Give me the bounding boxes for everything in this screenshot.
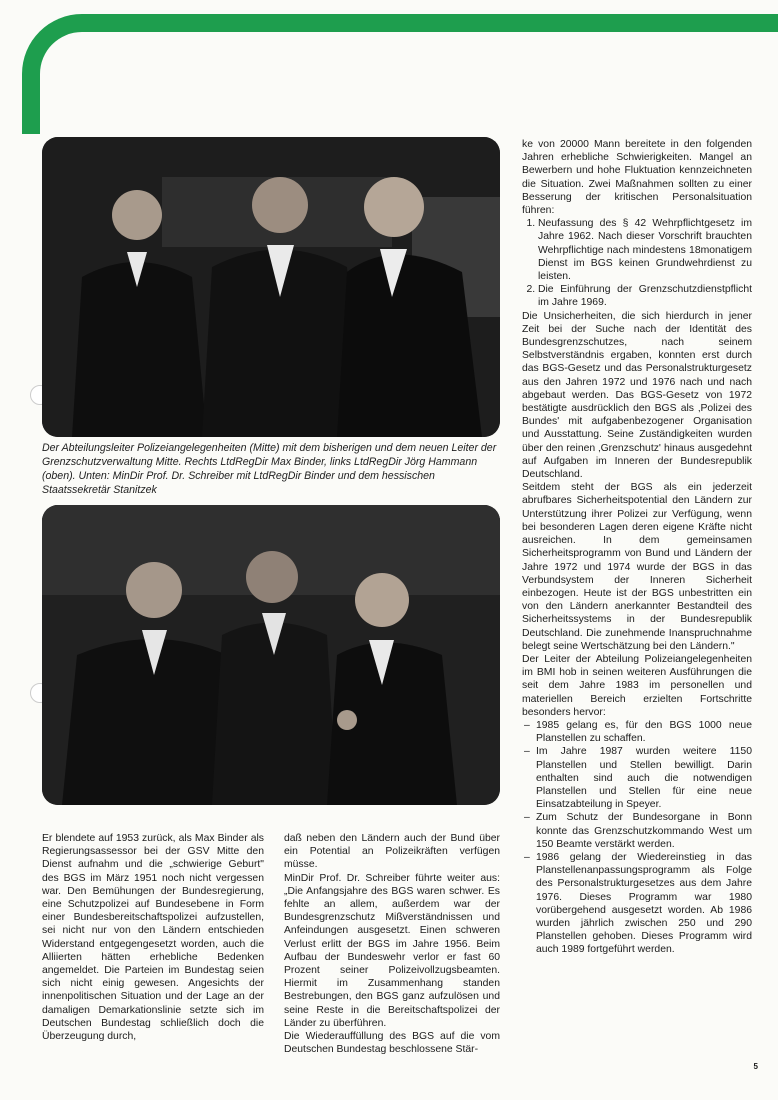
paragraph: Der Leiter der Abteilung Polizeiangelegenheiten im BMI hob in seinen weiteren Ausführungen die seit dem Jahre 1983 im personellen und materiellen Bereich erzielten Fortschritte besonders hervor:: [522, 653, 752, 718]
paragraph: Die Unsicherheiten, die sich hierdurch in jener Zeit bei der Suche nach der Identität des Bundesgrenzschutzes, nach seinem Selbstverständnis ergaben, konnten erst durch das BGS-Gesetz und das Personalstrukturgesetz aus den Jahren 1972 und 1976 nach und nach abgebaut werden. Das BGS-Gesetz von 1972 bestätigte ausdrücklich den BGS als ‚Polizei des Bundes' mit aufgabenbezogener Organisation und Ausstattung. Seine Zuständigkeiten wurden über den reinen ‚Grenzschutz' hinaus ausgedehnt auf Aufgaben im Inneren der Bundesrepublik Deutschland.: [522, 310, 752, 481]
paragraph: Seitdem steht der BGS als ein jederzeit abrufbares Sicherheitspotential den Ländern zur Unterstützung ihrer Polizei zur Verfügung, wenn bei besonderen Lagen deren eigene Kräfte nicht ausreichen. In dem gemeinsamen Sicherheitsprogramm von Bund und Ländern der Jahre 1972 und 1974 wurde der BGS in das Verbundsystem der Inneren Sicherheit einbezogen. Heute ist der BGS unbestritten ein von den Ländern anerkannter Bestandteil des Sicherheitssystems in der Bundesrepublik Deutschland. Die zunehmende Inanspruchnahme belegt seine Wertschätzung bei den Ländern.": [522, 482, 752, 652]
paragraph: daß neben den Ländern auch der Bund über ein Potential an Polizeikräften verfügen müsse.: [284, 833, 500, 871]
photo-bottom: [42, 505, 500, 805]
numbered-list: [522, 217, 752, 309]
paragraph: Die Wiederauffüllung des BGS auf die vom Deutschen Bundestag beschlossene Stär-: [284, 1031, 500, 1056]
list-item: 1. Neufassung des § 42 Wehrpflichtgesetz im Jahre 1962. Nach dieser Vorschrift brauchten Wehrpflichtige nach mindestens 18monatigem Dienst im BGS keinen Grundwehrdienst zu leisten.: [538, 217, 752, 283]
list-item: – 1985 gelang es, für den BGS 1000 neue Planstellen zu schaffen.: [536, 719, 752, 745]
green-header-band: [22, 14, 778, 134]
list-item: 2. Die Einführung der Grenzschutzdienstpflicht im Jahre 1969.: [538, 283, 752, 309]
list-item: – 1986 gelang der Wiedereinstieg in das Planstellenanpassungsprogramm als Folge des Personalstrukturgesetzes aus dem Jahre 1976. Dieses Programm war 1980 vorübergehend ausgesetzt worden. Ab 1986 wurden jährlich zwischen 250 und 290 Planstellen gehoben. Dieses Programm wird auch 1989 fortgeführt werden.: [536, 851, 752, 957]
list-item: – Zum Schutz der Bundesorgane in Bonn konnte das Grenzschutzkommando West um 150 Beamte verstärkt werden.: [536, 811, 752, 851]
list-item: – Im Jahre 1987 wurden weitere 1150 Planstellen und Stellen bewilligt. Darin enthalten sind auch die notwendigen Planstellen und Stellen für eine neue Einsatzabteilung in Speyer.: [536, 745, 752, 811]
bullet-list: [522, 719, 752, 957]
paragraph: ke von 20000 Mann bereitete in den folgenden Jahren erhebliche Schwierigkeiten. Mangel an Bewerbern und hohe Fluktuation kennzeichneten die Situation. Zwei Maßnahmen sollten zu einer Besserung der kritischen Personalsituation führen:: [522, 139, 752, 217]
photo-caption: Der Abteilungsleiter Polizeiangelegenheiten (Mitte) mit dem bisherigen und dem neuen Leiter der Grenzschutzverwaltung Mitte. Rechts LtdRegDir Max Binder, links LtdRegDir Jörg Hammann (oben). Unten: MinDir Prof. Dr. Schreiber mit LtdRegDir Binder und dem hessischen Staatssekretär Stanitzek: [42, 442, 497, 496]
middle-text-column: [284, 832, 500, 1056]
page-number: 5: [753, 1062, 758, 1071]
paragraph: Er blendete auf 1953 zurück, als Max Binder als Regierungsassessor bei der GSV Mitte den Dienst aufnahm und die „schwierige Geburt" des BGS im März 1951 noch nicht vergessen war. Den Bemühungen der Bundesregierung, eine Schutzpolizei auf Bundesebene in Form einer Bundesbereitschaftspolizei aufzustellen, sei nicht nur von den Ländern entschieden Widerstand entgegengesetzt worden, auch die Alliierten hätten erhebliche Bedenken angemeldet. Die Parteien im Bundestag seien sich nicht einig gewesen. Angesichts der innenpolitischen Situation und der Lage an der damaligen Demarkationslinie setzte sich im Deutschen Bundestag schließlich doch die Überzeugung durch,: [42, 833, 264, 1043]
left-text-column: [42, 832, 264, 1043]
right-text-column: [522, 138, 752, 957]
paragraph: MinDir Prof. Dr. Schreiber führte weiter aus: „Die Anfangsjahre des BGS waren schwer. Es fehlte an allem, außerdem war der Bundesgrenzschutz Mißverständnissen und Anfeindungen ausgesetzt. Einen schweren Verlust erlitt der BGS im Jahre 1956. Beim Aufbau der Bundeswehr verlor er fast 60 Prozent seiner Polizeivollzugsbeamten. Hiermit im Zusammenhang standen Bestrebungen, den BGS ganz aufzulösen und seine Reste in die Bereitschaftspolizei der Länder zu überführen.: [284, 872, 500, 1029]
photo-top: [42, 137, 500, 437]
